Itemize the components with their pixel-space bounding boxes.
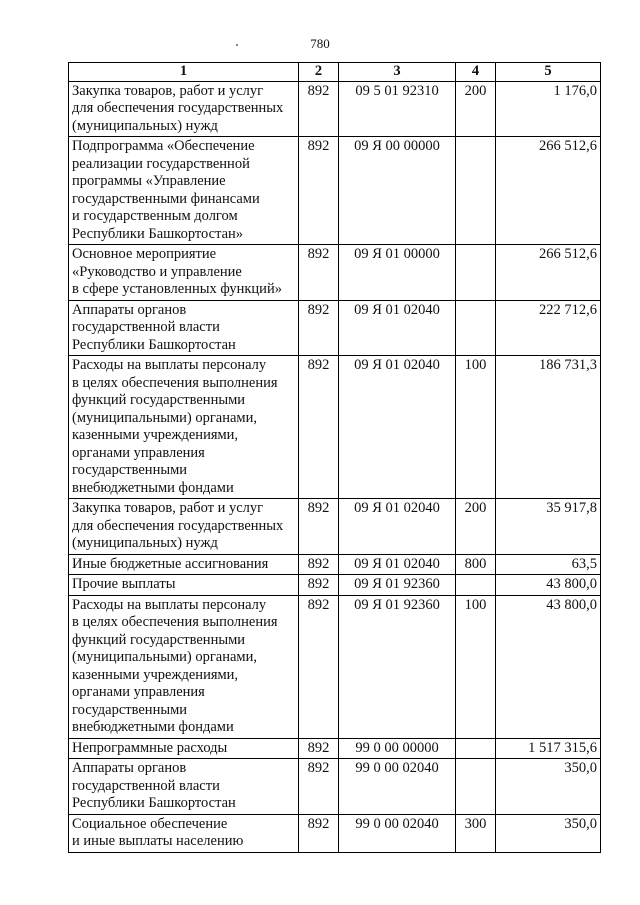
target-article-cell: 09 Я 01 02040 [339, 300, 456, 356]
row-name-line: (муниципальных) нужд [72, 117, 218, 134]
expense-type-cell [456, 738, 496, 759]
table-body [69, 81, 601, 852]
ministry-code-cell: 892 [299, 356, 339, 499]
row-name-line: Прочие выплаты [72, 576, 176, 592]
row-name-line: в целях обеспечения выполнения [72, 374, 278, 391]
row-name-cell [69, 356, 299, 499]
row-name-line: (муниципальными) органами, [72, 649, 257, 665]
amount-cell: 222 712,6 [496, 300, 601, 356]
amount-cell: 43 800,0 [496, 595, 601, 738]
row-name-line: «Руководство и управление [72, 263, 242, 280]
row-name-cell [69, 738, 299, 759]
row-name-line: казенными учреждениями, [72, 666, 239, 683]
row-name-cell [69, 300, 299, 356]
row-name-line: государственными [72, 701, 188, 718]
ministry-code-cell: 892 [299, 300, 339, 356]
row-name-line: Аппараты органов [72, 301, 187, 318]
amount-cell: 1 517 315,6 [496, 738, 601, 759]
row-name-line: реализации государственной [72, 155, 250, 172]
target-article-cell: 09 Я 01 02040 [339, 554, 456, 575]
row-name-line: в целях обеспечения выполнения [72, 614, 278, 630]
amount-cell: 266 512,6 [496, 137, 601, 245]
ministry-code-cell: 892 [299, 759, 339, 815]
ministry-code-cell: 892 [299, 738, 339, 759]
table-row [69, 81, 601, 137]
row-name-line: Расходы на выплаты персоналу [72, 357, 267, 373]
table-row [69, 738, 601, 759]
row-name-line: Основное мероприятие [72, 246, 217, 262]
row-name-line: внебюджетными фондами [72, 479, 234, 496]
row-name-cell [69, 575, 299, 596]
row-name-line: Закупка товаров, работ и услуг [72, 82, 264, 99]
target-article-cell: 09 5 01 92310 [339, 81, 456, 137]
target-article-cell: 09 Я 01 92360 [339, 575, 456, 596]
page-number: 780 [310, 36, 330, 51]
target-article-cell: 99 0 00 00000 [339, 738, 456, 759]
scan-speck [236, 44, 238, 46]
expense-type-cell [456, 300, 496, 356]
expense-type-cell: 200 [456, 499, 496, 555]
row-name-line: Аппараты органов [72, 760, 187, 776]
expense-type-cell [456, 759, 496, 815]
header-row [69, 63, 601, 82]
expense-type-cell: 100 [456, 595, 496, 738]
row-name-line: Закупка товаров, работ и услуг [72, 500, 264, 516]
ministry-code-cell: 892 [299, 137, 339, 245]
row-name-cell [69, 554, 299, 575]
table-row [69, 554, 601, 575]
table-row [69, 814, 601, 852]
row-name-line: и государственным долгом [72, 208, 238, 224]
row-name-line: для обеспечения государственных [72, 517, 284, 534]
row-name-line: органами управления [72, 684, 205, 700]
row-name-line: Иные бюджетные ассигнования [72, 555, 269, 572]
amount-cell: 350,0 [496, 814, 601, 852]
row-name-line: в сфере установленных функций» [72, 281, 282, 297]
amount-cell: 266 512,6 [496, 245, 601, 301]
table-row [69, 595, 601, 738]
target-article-cell: 09 Я 01 02040 [339, 499, 456, 555]
row-name-cell [69, 595, 299, 738]
ministry-code-cell: 892 [299, 595, 339, 738]
expense-type-cell: 300 [456, 814, 496, 852]
row-name-line: казенными учреждениями, [72, 427, 239, 443]
header-cell-1: 1 [69, 63, 299, 82]
target-article-cell: 09 Я 01 02040 [339, 356, 456, 499]
row-name-line: государственной власти [72, 777, 220, 794]
expense-type-cell: 100 [456, 356, 496, 499]
row-name-line: для обеспечения государственных [72, 100, 284, 116]
target-article-cell: 09 Я 01 92360 [339, 595, 456, 738]
header-cell-3: 3 [339, 63, 456, 82]
row-name-line: (муниципальных) нужд [72, 535, 218, 551]
target-article-cell: 09 Я 01 00000 [339, 245, 456, 301]
row-name-cell [69, 499, 299, 555]
header-cell-5: 5 [496, 63, 601, 82]
ministry-code-cell: 892 [299, 814, 339, 852]
row-name-line: органами управления [72, 444, 205, 461]
row-name-line: Республики Башкортостан [72, 336, 236, 353]
row-name-line: Социальное обеспечение [72, 815, 228, 832]
expense-type-cell [456, 245, 496, 301]
ministry-code-cell: 892 [299, 245, 339, 301]
table-row [69, 245, 601, 301]
amount-cell: 350,0 [496, 759, 601, 815]
ministry-code-cell: 892 [299, 575, 339, 596]
row-name-line: функций государственными [72, 392, 246, 408]
expense-type-cell: 200 [456, 81, 496, 137]
amount-cell: 35 917,8 [496, 499, 601, 555]
table-row [69, 300, 601, 356]
row-name-line: государственными финансами [72, 190, 260, 207]
row-name-cell [69, 814, 299, 852]
row-name-line: государственными [72, 462, 188, 478]
row-name-line: функций государственными [72, 631, 246, 648]
row-name-line: программы «Управление [72, 173, 226, 189]
target-article-cell: 09 Я 00 00000 [339, 137, 456, 245]
row-name-cell [69, 245, 299, 301]
table-row [69, 137, 601, 245]
row-name-line: Расходы на выплаты персоналу [72, 596, 267, 613]
budget-table [68, 62, 601, 853]
row-name-line: (муниципальными) органами, [72, 409, 257, 426]
row-name-cell [69, 759, 299, 815]
row-name-line: и иные выплаты населению [72, 833, 244, 849]
amount-cell: 1 176,0 [496, 81, 601, 137]
row-name-line: Республики Башкортостан» [72, 225, 244, 242]
expense-type-cell [456, 137, 496, 245]
amount-cell: 63,5 [496, 554, 601, 575]
ministry-code-cell: 892 [299, 81, 339, 137]
table-row [69, 759, 601, 815]
table-row [69, 575, 601, 596]
header-cell-4: 4 [456, 63, 496, 82]
row-name-line: Республики Башкортостан [72, 795, 236, 811]
row-name-cell [69, 81, 299, 137]
target-article-cell: 99 0 00 02040 [339, 759, 456, 815]
target-article-cell: 99 0 00 02040 [339, 814, 456, 852]
row-name-line: внебюджетными фондами [72, 719, 234, 735]
row-name-line: государственной власти [72, 319, 220, 335]
amount-cell: 186 731,3 [496, 356, 601, 499]
row-name-line: Подпрограмма «Обеспечение [72, 138, 255, 154]
row-name-cell [69, 137, 299, 245]
expense-type-cell: 800 [456, 554, 496, 575]
table-row [69, 499, 601, 555]
amount-cell: 43 800,0 [496, 575, 601, 596]
ministry-code-cell: 892 [299, 499, 339, 555]
expense-type-cell [456, 575, 496, 596]
table-row [69, 356, 601, 499]
row-name-line: Непрограммные расходы [72, 739, 228, 756]
ministry-code-cell: 892 [299, 554, 339, 575]
header-cell-2: 2 [299, 63, 339, 82]
